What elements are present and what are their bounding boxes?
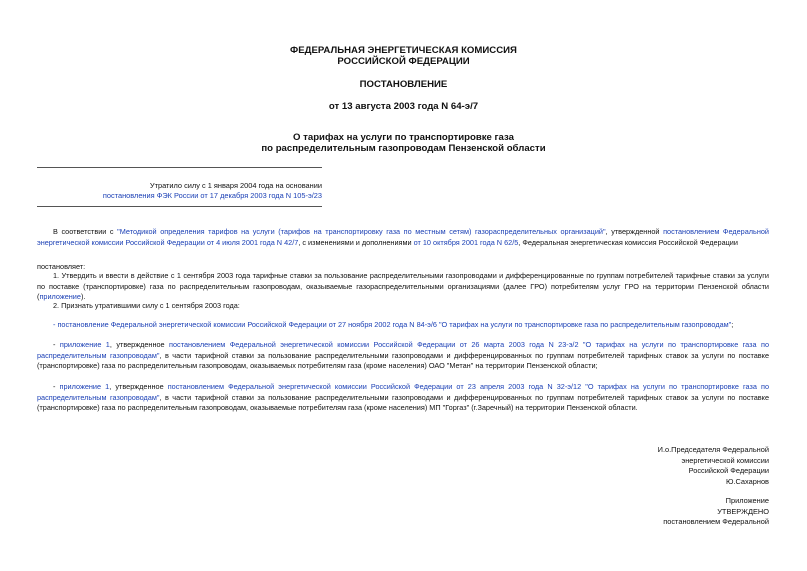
paragraph-repeal-3: - приложение 1, утвержденное постановлением Федеральной энергетической комиссии Российской Федерации от 23 апреля 2003 года N 32-э/12 "О тарифах на услуги по транспортировке газа по распределительным газопроводам", в части тарифной ставки за пользование распределительными газопроводами и дифференцированных по группам потребителей тарифных ставок за услуги по поставке (транспортировке) газа по распределительным газопроводам, оказываемые потребителям газа (кроме населения) МП "Горгаз" (г.Заречный) на территории Пензенской области.: [37, 382, 770, 413]
org-name-line2: РОССИЙСКОЙ ФЕДЕРАЦИИ: [337, 56, 470, 67]
appendix-header: [663, 496, 769, 528]
resolution-84-6-link[interactable]: - постановление Федеральной энергетической комиссии Российской Федерации от 27 ноября 2002 года N 84-э/6 "О тарифах на услуги по транспортировке газа по распределительным газопроводам": [53, 320, 732, 329]
appendix-1-link-a[interactable]: приложение 1: [59, 340, 110, 349]
doc-title-line2: по распределительным газопроводам Пензенской области: [261, 143, 546, 154]
status-note-link[interactable]: постановления ФЭК России от 17 декабря 2003 года N 105-э/23: [102, 191, 322, 200]
divider-top: [37, 167, 322, 168]
appendix-by-resolution: постановлением Федеральной: [663, 517, 769, 527]
doc-title-line1: О тарифах на услуги по транспортировке газа: [293, 132, 514, 143]
resolution-23-2-link[interactable]: постановлением Федеральной энергетической комиссии Российской Федерации от 26 марта 2003 года N 23-э/2 "О тарифах на услуги по транспортировке газа по распределительным газопроводам": [37, 340, 770, 360]
divider-bottom: [37, 206, 322, 207]
status-note-text: Утратило силу с 1 января 2004 года на основании: [149, 181, 322, 190]
paragraph-item-2: 2. Признать утратившими силу с 1 сентября 2003 года:: [53, 301, 240, 310]
methodology-link[interactable]: "Методикой определения тарифов на услуги (тарифов на транспортировку газа по местным сетям) газораспределительных организаций": [117, 227, 606, 236]
paragraph-resolves: постановляет:: [37, 262, 86, 271]
resolution-32-12-link[interactable]: постановлением Федеральной энергетической комиссии Российской Федерации от 23 апреля 2003 года N 32-э/12 "О тарифах на услуги по транспортировке газа по распределительным газопроводам": [37, 382, 770, 402]
paragraph-preamble: В соответствии с "Методикой определения тарифов на услуги (тарифов на транспортировку газа по местным сетям) газораспределительных организаций", утвержденной постановлением Федеральной энергетической комиссии Российской Федерации от 4 июля 2001 года N 42/7, с изменениями и дополнениями от 10 октября 2001 года N 62/5, Федеральная энергетическая комиссия Российской Федерации: [37, 227, 770, 247]
appendix-1-link-b[interactable]: приложение 1: [59, 382, 110, 391]
resolution-42-7-link[interactable]: постановлением Федеральной энергетической комиссии Российской Федерации от 4 июля 2001 года N 42/7: [37, 227, 770, 247]
org-name-line1: ФЕДЕРАЛЬНАЯ ЭНЕРГЕТИЧЕСКАЯ КОМИССИЯ: [290, 45, 517, 56]
signature-line2: энергетической комиссии: [681, 455, 769, 465]
signature-line1: И.о.Председателя Федеральной: [657, 445, 769, 454]
paragraph-repeal-1: - постановление Федеральной энергетической комиссии Российской Федерации от 27 ноября 2002 года N 84-э/6 "О тарифах на услуги по транспортировке газа по распределительным газопроводам";: [53, 320, 734, 329]
resolution-62-5-link[interactable]: от 10 октября 2001 года N 62/5: [413, 237, 519, 247]
doc-date: от 13 августа 2003 года N 64-э/7: [328, 101, 479, 112]
appendix-approved: УТВЕРЖДЕНО: [717, 506, 769, 516]
signature-block: [658, 445, 769, 487]
signature-line3: Российской Федерации: [688, 466, 769, 476]
appendix-link[interactable]: приложение: [39, 292, 81, 302]
signature-name: Ю.Сахарнов: [725, 476, 769, 486]
paragraph-item-1: 1. Утвердить и ввести в действие с 1 сентября 2003 года тарифные ставки за пользование распределительными газопроводами и дифференцированные по группам потребителей тарифные ставки за услуги по поставке (транспортировке) газа по распределительным газопроводам, оказываемые газораспределительными организациями (далее ГРО) потребителям услуг ГРО на территории Пензенской области (приложение).: [37, 271, 769, 302]
doc-type: ПОСТАНОВЛЕНИЕ: [359, 79, 448, 90]
appendix-label: Приложение: [725, 496, 769, 505]
paragraph-repeal-2: - приложение 1, утвержденное постановлением Федеральной энергетической комиссии Российской Федерации от 26 марта 2003 года N 23-э/2 "О тарифах на услуги по транспортировке газа по распределительным газопроводам", в части тарифной ставки за пользование распределительными газопроводами и дифференцированных по группам потребителей тарифных ставок за услуги по поставке (транспортировке) газа по распределительным газопроводам, оказываемых потребителям газа (кроме населения) ОАО "Метан" на территории Пензенской области;: [37, 340, 770, 371]
